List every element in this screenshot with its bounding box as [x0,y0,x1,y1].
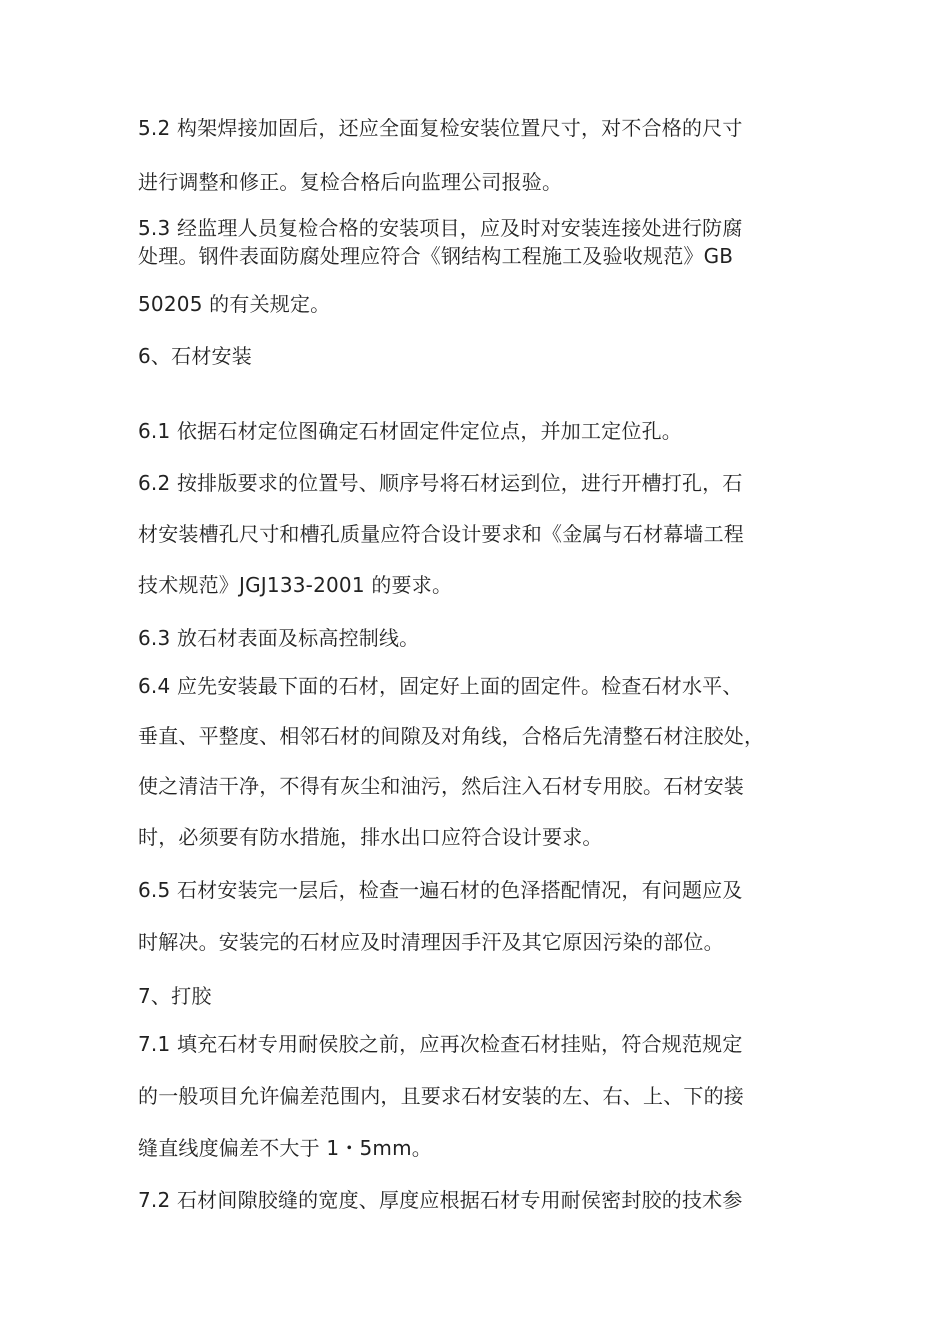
text-line: 6.1 依据石材定位图确定石材固定件定位点，并加工定位孔。 [138,419,682,443]
text-line: 的一般项目允许偏差范围内，且要求石材安装的左、右、上、下的接 [138,1084,744,1108]
text-line: 7.2 石材间隙胶缝的宽度、厚度应根据石材专用耐侯密封胶的技术参 [138,1188,743,1212]
text-line: 7.1 填充石材专用耐侯胶之前，应再次检查石材挂贴，符合规范规定 [138,1032,743,1056]
text-line: 技术规范》JGJ133-2001 的要求。 [138,573,453,597]
text-line: 材安装槽孔尺寸和槽孔质量应符合设计要求和《金属与石材幕墙工程 [138,522,744,546]
text-line: 6.3 放石材表面及标高控制线。 [138,626,420,650]
text-line: 5.2 构架焊接加固后，还应全面复检安装位置尺寸，对不合格的尺寸 [138,116,743,140]
section-heading: 6、石材安装 [138,344,252,368]
text-line: 进行调整和修正。复检合格后向监理公司报验。 [138,170,563,194]
text-line: 50205 的有关规定。 [138,292,331,316]
text-line: 6.4 应先安装最下面的石材，固定好上面的固定件。检查石材水平、 [138,674,743,698]
text-line: 使之清洁干净，不得有灰尘和油污，然后注入石材专用胶。石材安装 [138,774,744,798]
text-line: 时，必须要有防水措施，排水出口应符合设计要求。 [138,825,603,849]
text-line: 垂直、平整度、相邻石材的间隙及对角线，合格后先清整石材注胶处， [138,724,765,748]
text-line: 6.2 按排版要求的位置号、顺序号将石材运到位，进行开槽打孔，石 [138,471,743,495]
text-line: 缝直线度偏差不大于 1・5mm。 [138,1136,432,1160]
text-line: 6.5 石材安装完一层后，检查一遍石材的色泽搭配情况，有问题应及 [138,878,743,902]
section-heading: 7、打胶 [138,984,212,1008]
text-line: 处理。钢件表面防腐处理应符合《钢结构工程施工及验收规范》GB [138,244,734,268]
text-line: 5.3 经监理人员复检合格的安装项目，应及时对安装连接处进行防腐 [138,216,743,240]
text-line: 时解决。安装完的石材应及时清理因手汗及其它原因污染的部位。 [138,930,724,954]
